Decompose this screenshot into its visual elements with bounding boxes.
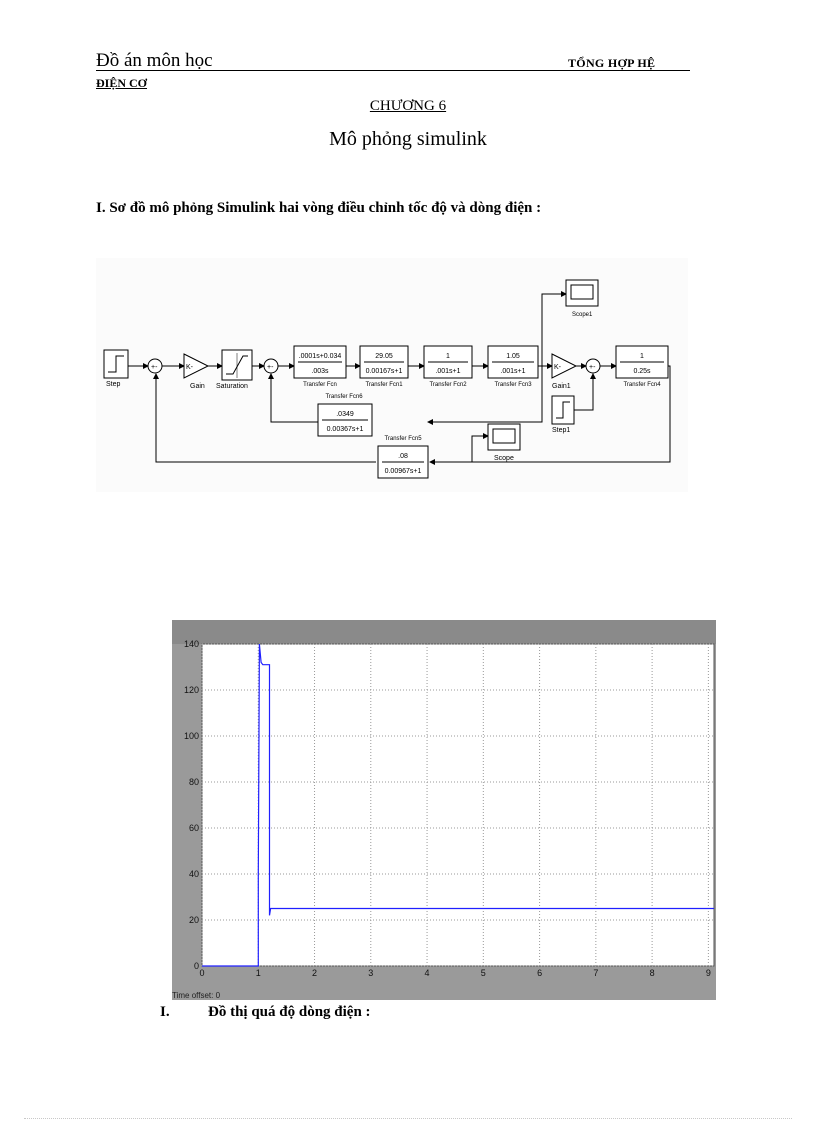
y-tick-label: 20 [188,915,199,925]
gain1-label: Gain1 [552,383,571,390]
section-title: I. Sơ đồ mô phỏng Simulink hai vòng điều chỉnh tốc độ và dòng điện : [96,200,542,216]
x-tick-label: 0 [199,968,205,978]
tf1-numerator: 29.05 [375,353,393,360]
saturation-label: Saturation [216,383,248,390]
scope-label: Scope [494,455,514,462]
tf1-label: Transfer Fcn1 [365,382,403,388]
page-footer-rule [24,1118,792,1119]
tf3-label: Transfer Fcn3 [494,382,532,388]
scope1-label: Scope1 [572,312,593,318]
tf2-denominator: .001s+1 [435,368,461,375]
x-tick-label: 7 [593,968,599,978]
tf4-denominator: 0.25s [633,368,651,375]
gain-label: Gain [190,383,205,390]
x-tick-label: 4 [424,968,430,978]
caption-number: I. [160,1004,170,1020]
tf3-numerator: 1.05 [506,353,520,360]
svg-text:+-: +- [151,364,158,371]
tf-denominator: .003s [311,368,329,375]
plot-header-bar [172,620,716,644]
chapter-subtitle: Mô phỏng simulink [329,128,487,150]
gain1-k: K- [554,364,561,371]
time-offset-label: Time offset: 0 [172,991,221,1000]
tf4-label: Transfer Fcn4 [623,382,661,388]
x-tick-label: 2 [312,968,318,978]
tf1-denominator: 0.00167s+1 [365,368,403,375]
x-tick-label: 9 [705,968,711,978]
tf5-label: Transfer Fcn5 [384,436,422,442]
x-tick-label: 8 [649,968,655,978]
scope1-block [566,280,598,306]
tf3-denominator: .001s+1 [500,368,526,375]
header-left-subtitle: ĐIỆN CƠ [96,76,148,90]
simulink-diagram [96,258,688,492]
step-label: Step [106,381,121,388]
header-left-title: Đồ án môn học [96,50,213,71]
y-tick-label: 140 [183,639,199,649]
current-transient-plot [172,620,716,1000]
x-tick-label: 5 [480,968,486,978]
gain-k: K- [186,364,193,371]
y-tick-label: 40 [188,869,199,879]
tf6-label: Transfer Fcn6 [325,394,363,400]
svg-text:+-: +- [589,364,596,371]
svg-text:+-: +- [267,364,274,371]
x-tick-label: 6 [537,968,543,978]
tf6-numerator: .0349 [336,411,354,418]
scope-block [488,424,520,450]
tf-label: Transfer Fcn [303,382,337,388]
y-tick-label: 60 [188,823,199,833]
y-tick-label: 100 [183,731,199,741]
tf2-label: Transfer Fcn2 [429,382,467,388]
tf-numerator: .0001s+0.034 [298,353,342,360]
plot-area [202,644,714,966]
tf5-denominator: 0.00967s+1 [384,468,422,475]
chapter-heading: CHƯƠNG 6 [369,98,447,114]
y-tick-label: 0 [193,961,199,971]
tf2-numerator: 1 [446,353,450,360]
saturation-block [222,350,252,380]
step1-label: Step1 [552,427,571,434]
header-right-title: TỔNG HỢP HỆ [568,56,656,70]
y-tick-label: 120 [183,685,199,695]
step1-block [552,396,574,424]
x-tick-label: 3 [368,968,374,978]
y-tick-label: 80 [188,777,199,787]
tf4-numerator: 1 [640,353,644,360]
tf6-denominator: 0.00367s+1 [326,426,364,433]
figure-caption [160,1004,371,1021]
step-block [104,350,128,378]
caption-text: Đồ thị quá độ dòng điện : [208,1004,371,1020]
x-tick-label: 1 [255,968,261,978]
tf5-numerator: .08 [398,453,408,460]
